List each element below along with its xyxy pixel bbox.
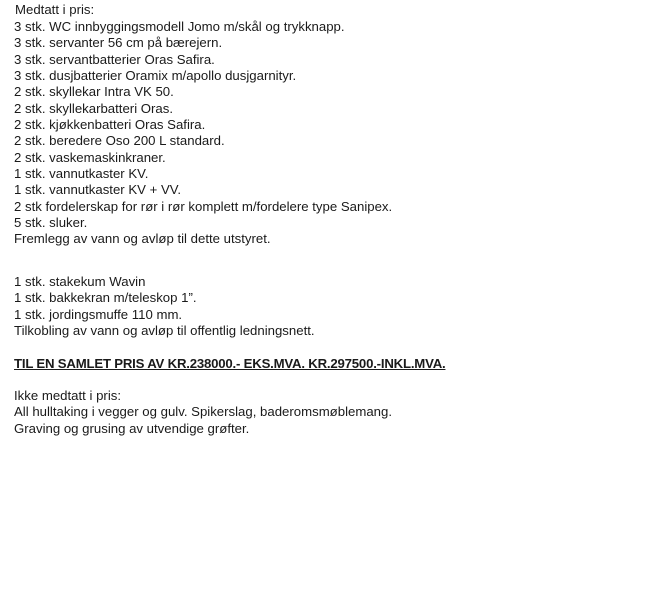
extra-item: 1 stk. bakkekran m/teleskop 1”.	[14, 290, 197, 306]
included-item: 1 stk. vannutkaster KV + VV.	[14, 182, 182, 198]
included-item: 2 stk. kjøkkenbatteri Oras Safira.	[14, 117, 206, 133]
extra-item: 1 stk. jordingsmuffe 110 mm.	[14, 306, 183, 322]
excluded-section	[14, 388, 392, 437]
included-item: 2 stk. beredere Oso 200 L standard.	[14, 133, 225, 149]
included-item: 2 stk. vaskemaskinkraner.	[14, 149, 166, 165]
included-items-list	[14, 19, 392, 248]
included-item: 3 stk. dusjbatterier Oramix m/apollo dusjgarnityr.	[14, 68, 297, 84]
total-price-line: TIL EN SAMLET PRIS AV KR.238000.- EKS.MVA. KR.297500.-INKL.MVA.	[14, 356, 446, 371]
included-item: Fremlegg av vann og avløp til dette utstyret.	[14, 231, 271, 247]
included-item: 2 stk. skyllekarbatteri Oras.	[14, 100, 174, 116]
included-item: 3 stk. servantbatterier Oras Safira.	[14, 51, 215, 67]
included-item: 2 stk. skyllekar Intra VK 50.	[14, 84, 174, 100]
included-heading: Medtatt i pris:	[15, 2, 95, 17]
excluded-heading: Ikke medtatt i pris:	[14, 388, 122, 403]
excluded-item: Graving og grusing av utvendige grøfter.	[14, 420, 250, 436]
extra-item: Tilkobling av vann og avløp til offentlig ledningsnett.	[14, 323, 315, 339]
included-item: 2 stk fordelerskap for rør i rør komplett m/fordelere type Sanipex.	[14, 198, 393, 214]
included-item: 3 stk. WC innbyggingsmodell Jomo m/skål og trykknapp.	[14, 19, 345, 34]
included-item: 1 stk. vannutkaster KV.	[14, 166, 149, 182]
extra-items-list	[14, 274, 315, 339]
extra-item: 1 stk. stakekum Wavin	[14, 274, 146, 289]
included-item: 3 stk. servanter 56 cm på bærejern.	[14, 35, 223, 51]
included-item: 5 stk. sluker.	[14, 215, 88, 231]
excluded-item: All hulltaking i vegger og gulv. Spikerslag, baderomsmøblemang.	[14, 404, 392, 420]
